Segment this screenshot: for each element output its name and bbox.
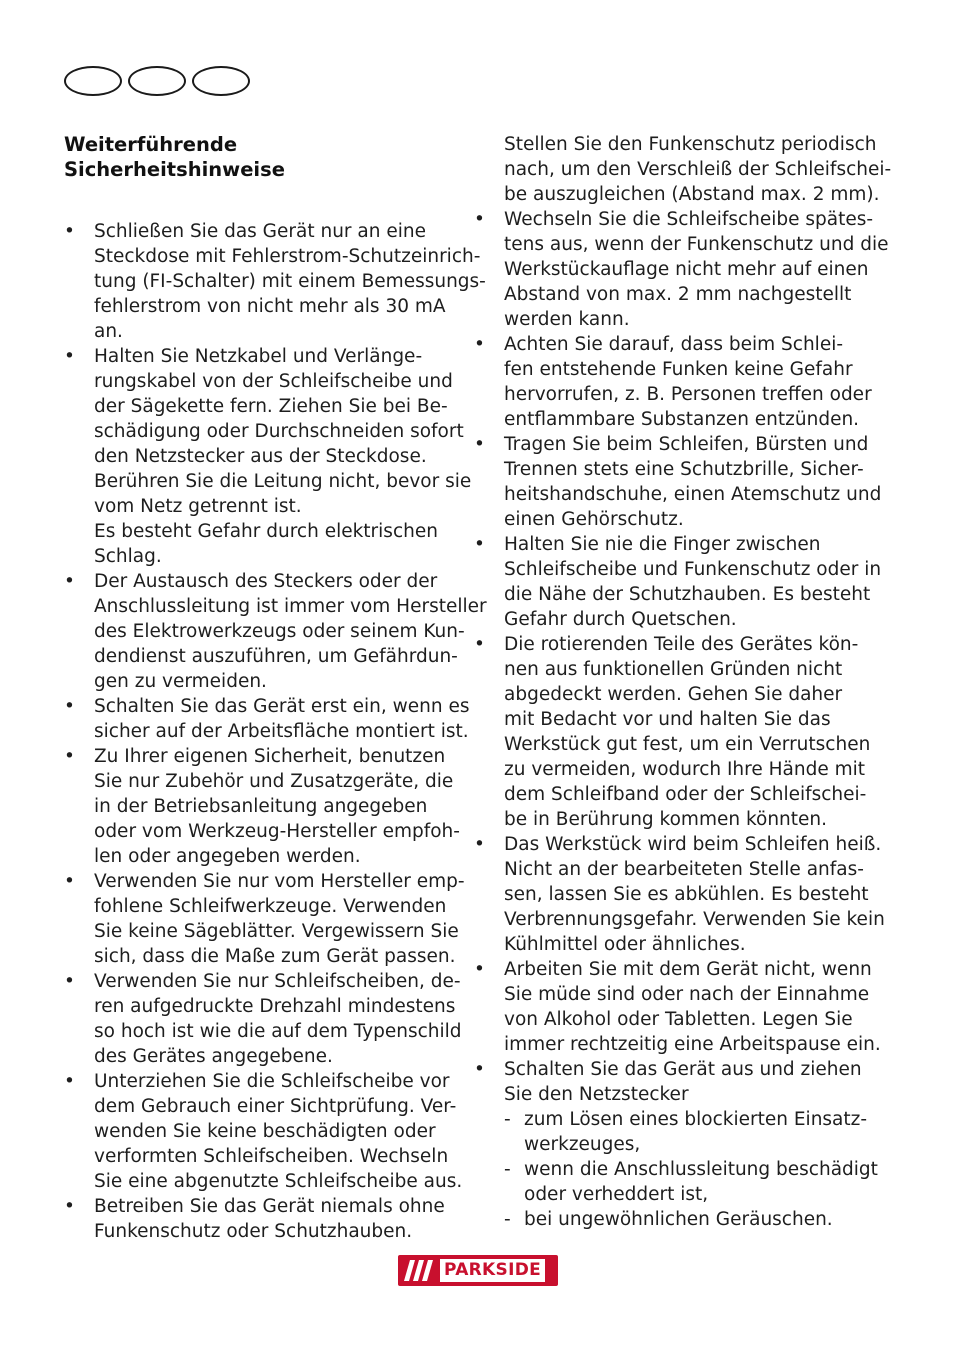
text-line: der Sägekette fern. Ziehen Sie bei Be-: [94, 396, 448, 417]
text-line: Halten Sie nie die Finger zwischen: [504, 534, 821, 555]
text-line: entflammbare Substanzen entzünden.: [504, 409, 860, 430]
text-line: sen, lassen Sie es abkühlen. Es besteht: [504, 884, 869, 905]
text-line: fohlene Schleifwerkzeuge. Verwenden: [94, 896, 447, 917]
text-line: Zu Ihrer eigenen Sicherheit, benutzen: [94, 746, 446, 767]
text-line: werden kann.: [504, 309, 630, 330]
text-line: Berühren Sie die Leitung nicht, bevor sie: [94, 471, 472, 492]
text-line: Sie eine abgenutzte Schleifscheibe aus.: [94, 1171, 463, 1192]
text-line: abgedeckt werden. Gehen Sie daher: [504, 684, 843, 705]
text-line: immer rechtzeitig eine Arbeitspause ein.: [504, 1034, 881, 1055]
text-line: Steckdose mit Fehlerstrom-Schutzeinrich-: [94, 246, 481, 267]
right-bullet-list: [474, 207, 889, 1232]
text-line: Stellen Sie den Funkenschutz periodisch: [504, 134, 877, 155]
text-line: Unterziehen Sie die Schleifscheibe vor: [94, 1071, 450, 1092]
bullet-item: [474, 957, 881, 1057]
text-line: vom Netz getrennt ist.: [94, 496, 302, 517]
language-oval-1: [64, 66, 122, 96]
text-line: verformten Schleifscheiben. Wechseln: [94, 1146, 449, 1167]
text-line: Funkenschutz oder Schutzhauben.: [94, 1221, 413, 1242]
dash-icon: -: [504, 1159, 511, 1180]
bullet-item: [64, 1194, 454, 1244]
text-line: Verbrennungsgefahr. Verwenden Sie kein: [504, 909, 885, 930]
text-line: wenn die Anschlussleitung beschädigt: [524, 1159, 878, 1180]
dash-subitem: [474, 1107, 869, 1157]
text-line: an.: [94, 321, 123, 342]
text-line: mit Bedacht vor und halten Sie das: [504, 709, 831, 730]
text-line: fen entstehende Funken keine Gefahr: [504, 359, 853, 380]
text-line: werkzeuges,: [524, 1134, 641, 1155]
bullet-icon: •: [64, 1071, 75, 1092]
text-line: Nicht an der bearbeiteten Stelle anfas-: [504, 859, 864, 880]
bullet-icon: •: [474, 959, 485, 980]
text-line: Schließen Sie das Gerät nur an eine: [94, 221, 426, 242]
bullet-item: [64, 1069, 463, 1194]
text-line: Halten Sie Netzkabel und Verlänge-: [94, 346, 423, 367]
bullet-item: [64, 744, 460, 869]
text-line: ren aufgedruckte Drehzahl mindestens: [94, 996, 456, 1017]
bullet-icon: •: [64, 1196, 75, 1217]
text-line: Verwenden Sie nur vom Hersteller emp-: [94, 871, 465, 892]
text-line: wenden Sie keine beschädigten oder: [94, 1121, 436, 1142]
bullet-icon: •: [474, 434, 485, 455]
text-line: Werkstückauflage nicht mehr auf einen: [504, 259, 869, 280]
section-title: [64, 132, 454, 182]
bullet-icon: •: [64, 871, 75, 892]
bullet-item: [474, 632, 869, 832]
bullet-item: [474, 532, 882, 632]
bullet-item: [64, 344, 472, 569]
text-line: dem Gebrauch einer Sichtprüfung. Ver-: [94, 1096, 457, 1117]
text-line: Anschlussleitung ist immer vom Hersteller: [94, 596, 487, 617]
text-line: Schalten Sie das Gerät aus und ziehen: [504, 1059, 862, 1080]
text-line: gen zu vermeiden.: [94, 671, 267, 692]
text-line: nach, um den Verschleiß der Schleifschei-: [504, 159, 892, 180]
bullet-icon: •: [64, 746, 75, 767]
bullet-item: [474, 832, 885, 957]
logo-stripes-icon: [404, 1260, 440, 1281]
text-line: den Netzstecker aus der Steckdose.: [94, 446, 427, 467]
text-line: Sie nur Zubehör und Zusatzgeräte, die: [94, 771, 454, 792]
parkside-logo: [398, 1255, 558, 1286]
language-oval-2: [128, 66, 186, 96]
text-line: Wechseln Sie die Schleifscheibe spätes-: [504, 209, 874, 230]
text-line: Abstand von max. 2 mm nachgestellt: [504, 284, 852, 305]
text-line: in der Betriebsanleitung angegeben: [94, 796, 428, 817]
text-line: Es besteht Gefahr durch elektrischen: [94, 521, 438, 542]
text-line: rungskabel von der Schleifscheibe und: [94, 371, 453, 392]
text-line: Sie keine Sägeblätter. Vergewissern Sie: [94, 921, 459, 942]
right-column: [474, 132, 892, 1232]
text-line: Betreiben Sie das Gerät niemals ohne: [94, 1196, 445, 1217]
text-line: Achten Sie darauf, dass beim Schlei-: [504, 334, 844, 355]
language-oval-3: [192, 66, 250, 96]
text-line: Die rotierenden Teile des Gerätes kön-: [504, 634, 859, 655]
text-line: oder verheddert ist,: [524, 1184, 709, 1205]
bullet-item: [474, 207, 889, 332]
bullet-item: [474, 332, 872, 432]
continued-paragraph: [474, 132, 892, 207]
text-line: schädigung oder Durchschneiden sofort: [94, 421, 464, 442]
text-line: tens aus, wenn der Funkenschutz und die: [504, 234, 889, 255]
text-line: Das Werkstück wird beim Schleifen heiß.: [504, 834, 882, 855]
dash-icon: -: [504, 1209, 511, 1230]
text-line: Sie den Netzstecker: [504, 1084, 689, 1105]
bullet-item: [64, 969, 462, 1069]
text-line: so hoch ist wie die auf dem Typenschild: [94, 1021, 462, 1042]
text-line: oder vom Werkzeug-Hersteller empfoh-: [94, 821, 460, 842]
text-line: bei ungewöhnlichen Geräuschen.: [524, 1209, 833, 1230]
text-line: be in Berührung kommen könnten.: [504, 809, 828, 830]
left-column: [64, 132, 487, 1244]
text-line: Trennen stets eine Schutzbrille, Sicher-: [504, 459, 864, 480]
bullet-icon: •: [64, 346, 75, 367]
text-line: Tragen Sie beim Schleifen, Bürsten und: [504, 434, 869, 455]
bullet-item: [474, 1057, 869, 1107]
bullet-icon: •: [474, 209, 485, 230]
text-line: dem Schleifband oder der Schleifschei-: [504, 784, 867, 805]
text-line: Schlag.: [94, 546, 162, 567]
text-line: Der Austausch des Steckers oder der: [94, 571, 438, 592]
text-line: Verwenden Sie nur Schleifscheiben, de-: [94, 971, 461, 992]
text-line: Schalten Sie das Gerät erst ein, wenn es: [94, 696, 470, 717]
text-line: len oder angegeben werden.: [94, 846, 361, 867]
text-line: des Elektrowerkzeugs oder seinem Kun-: [94, 621, 465, 642]
text-line: fehlerstrom von nicht mehr als 30 mA: [94, 296, 446, 317]
text-line: Kühlmittel oder ähnliches.: [504, 934, 746, 955]
bullet-icon: •: [474, 1059, 485, 1080]
text-line: sicher auf der Arbeitsfläche montiert ist.: [94, 721, 469, 742]
text-line: Werkstück gut fest, um ein Verrutschen: [504, 734, 871, 755]
bullet-item: [64, 694, 470, 744]
dash-subitem: [474, 1157, 878, 1207]
bullet-icon: •: [64, 971, 75, 992]
text-line: Arbeiten Sie mit dem Gerät nicht, wenn: [504, 959, 872, 980]
left-bullet-list: [64, 219, 487, 1244]
text-line: dendienst auszuführen, um Gefährdun-: [94, 646, 458, 667]
text-line: hervorrufen, z. B. Personen treffen oder: [504, 384, 872, 405]
bullet-icon: •: [64, 571, 75, 592]
text-line: be auszugleichen (Abstand max. 2 mm).: [504, 184, 880, 205]
section-title-line: Weiterführende: [64, 133, 238, 156]
text-line: sich, dass die Maße zum Gerät passen.: [94, 946, 456, 967]
text-line: heitshandschuhe, einen Atemschutz und: [504, 484, 882, 505]
bullet-item: [64, 869, 465, 969]
text-line: die Nähe der Schutzhauben. Es besteht: [504, 584, 871, 605]
text-line: zum Lösen eines blockierten Einsatz-: [524, 1109, 868, 1130]
dash-subitem: [474, 1207, 869, 1232]
bullet-icon: •: [474, 334, 485, 355]
text-line: tung (FI-Schalter) mit einem Bemessungs-: [94, 271, 486, 292]
bullet-icon: •: [474, 634, 485, 655]
dash-icon: -: [504, 1109, 511, 1130]
section-title-line: Sicherheitshinweise: [64, 158, 285, 181]
bullet-icon: •: [474, 834, 485, 855]
text-line: von Alkohol oder Tabletten. Legen Sie: [504, 1009, 853, 1030]
text-line: nen aus funktionellen Gründen nicht: [504, 659, 843, 680]
text-line: einen Gehörschutz.: [504, 509, 684, 530]
text-line: Schleifscheibe und Funkenschutz oder in: [504, 559, 882, 580]
text-line: zu vermeiden, wodurch Ihre Hände mit: [504, 759, 866, 780]
bullet-icon: •: [64, 221, 75, 242]
text-line: Gefahr durch Quetschen.: [504, 609, 737, 630]
bullet-item: [64, 569, 487, 694]
bullet-item: [474, 432, 882, 532]
bullet-icon: •: [474, 534, 485, 555]
logo-wordmark: PARKSIDE: [440, 1259, 545, 1282]
text-line: des Gerätes angegebene.: [94, 1046, 333, 1067]
bullet-item: [64, 219, 486, 344]
text-line: Sie müde sind oder nach der Einnahme: [504, 984, 870, 1005]
bullet-icon: •: [64, 696, 75, 717]
